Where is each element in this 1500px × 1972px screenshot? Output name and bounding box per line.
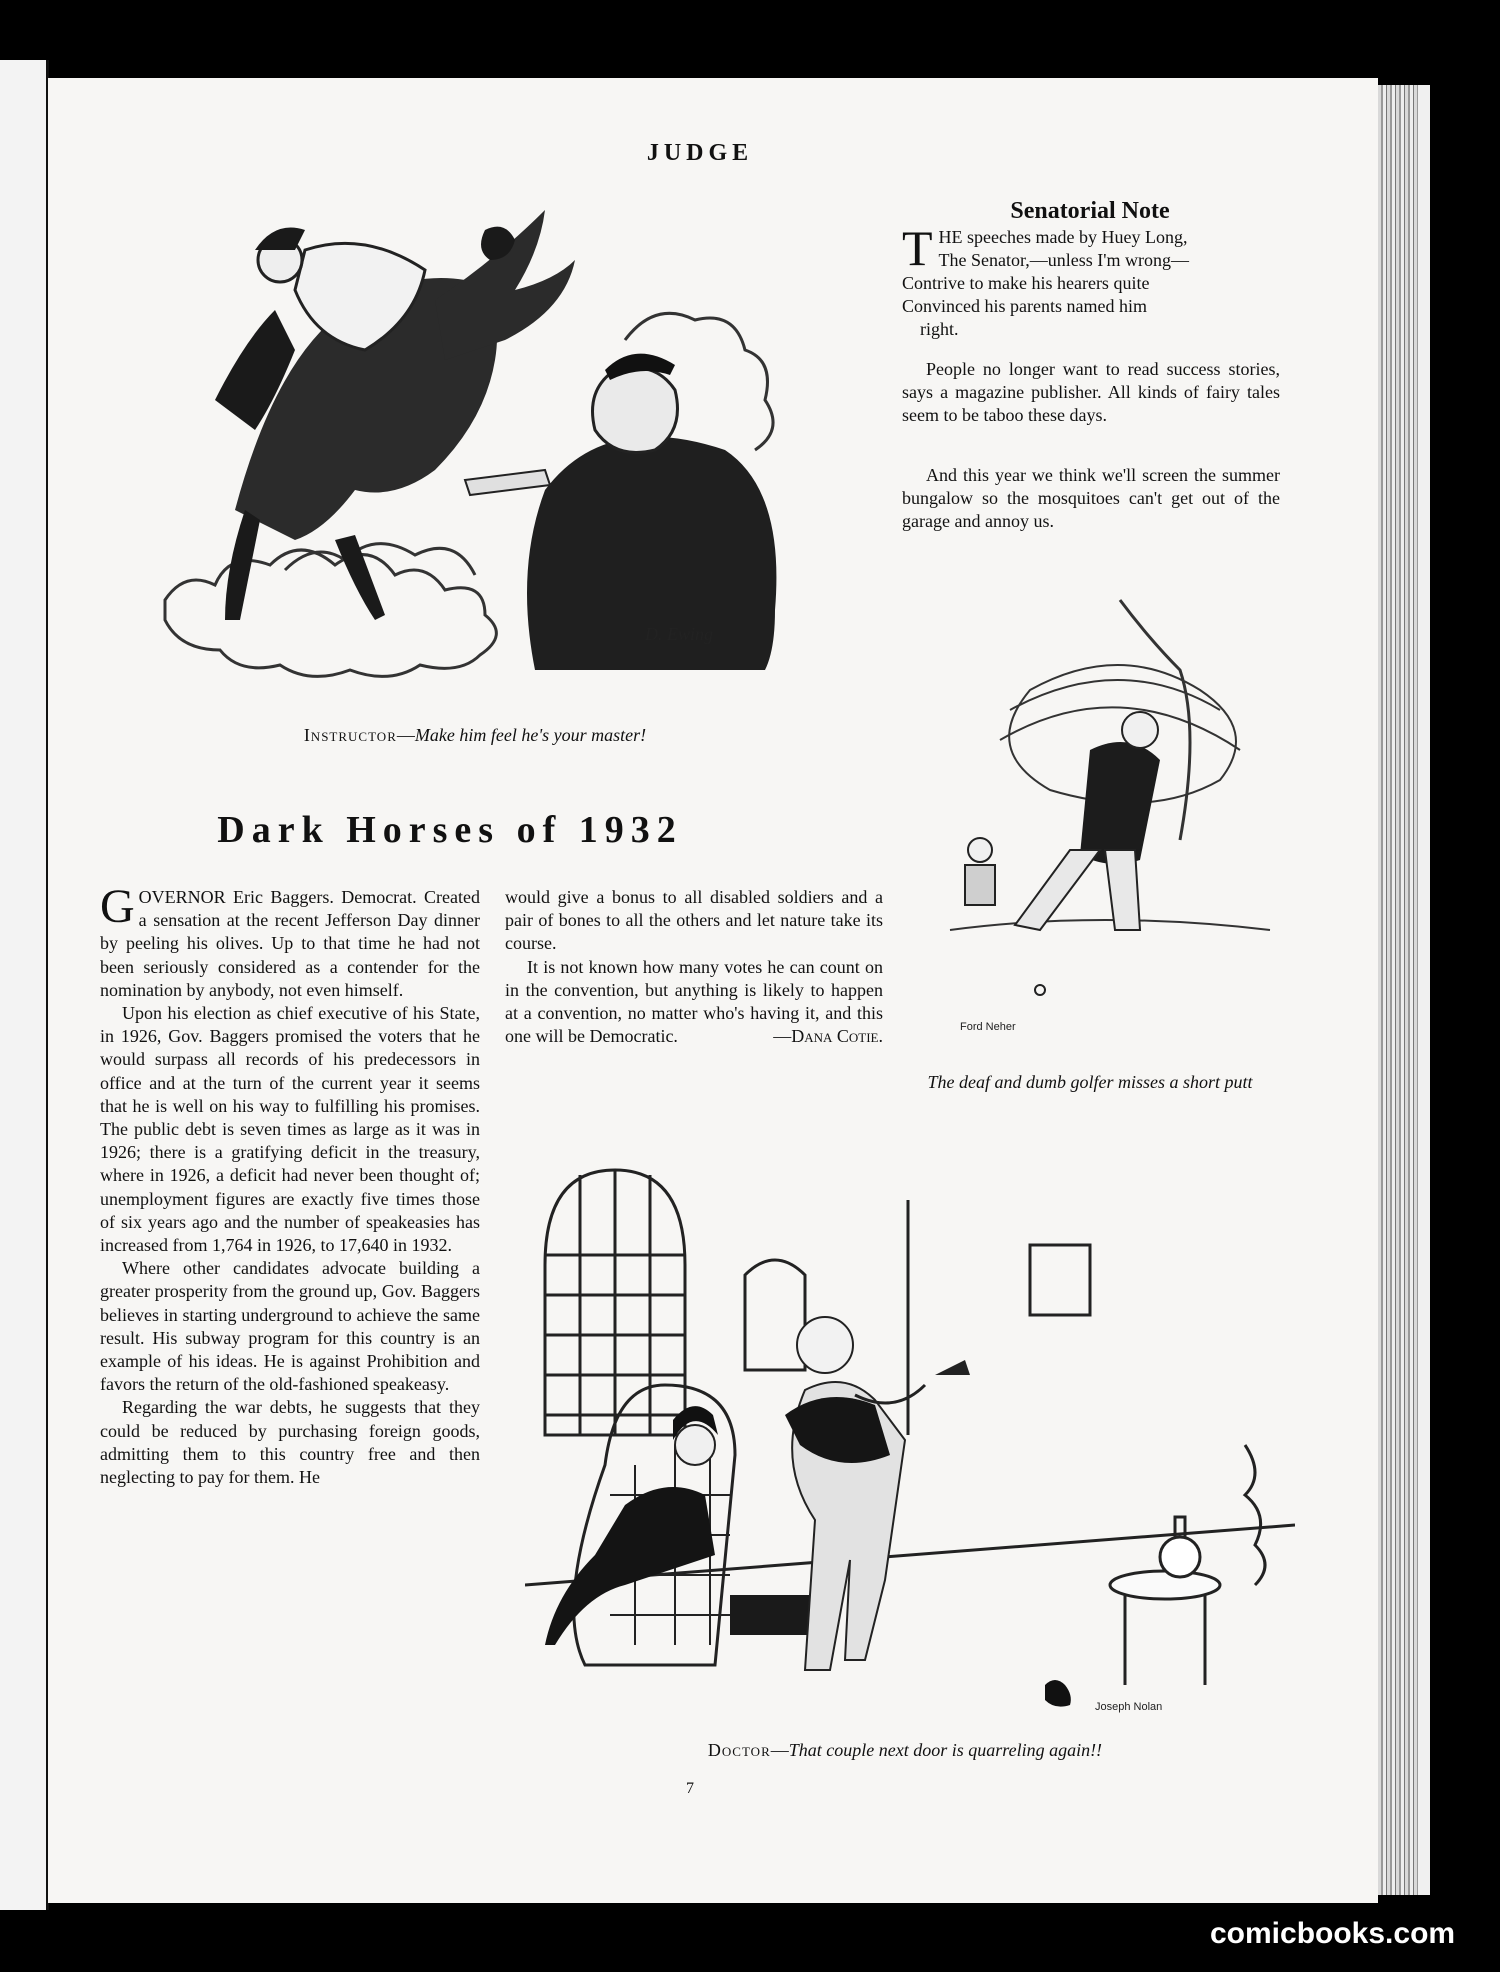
masthead: JUDGE	[646, 140, 754, 166]
page-number: 7	[686, 1780, 694, 1797]
article-dropcap: G	[100, 880, 135, 933]
golf-cartoon-signature: Ford Neher	[960, 1021, 1016, 1033]
cartoon1-signature: D. Ewing	[645, 624, 714, 644]
article-paragraph-5: would give a bonus to all disabled soldiers and a pair of bones to all the others and let nature take its course.	[505, 887, 883, 954]
watermark: comicbooks.com	[1210, 1917, 1456, 1950]
cartoon-doctor	[525, 1165, 1295, 1735]
golf-cartoon-caption	[905, 1070, 1275, 1094]
note-bungalow: And this year we think we'll screen the summer bungalow so the mosquitoes can't get out of the garage and annoy us.	[902, 465, 1280, 531]
article-lead-caps: OVERNOR	[138, 887, 226, 907]
article-paragraph-3: Where other candidates advocate building a greater prosperity from the ground up, Gov. Baggers believes in starting underground to achieve the same result. His subway program for this country is an example of his ideas. He is against Prohibition and favors the return of the old-fashioned speakeasy.	[100, 1258, 480, 1395]
poem-dropcap: T	[902, 220, 933, 276]
cartoon3-caption-text: That couple next door is quarreling again!!	[788, 1740, 1103, 1760]
poem-title: Senatorial Note	[1010, 198, 1170, 224]
article-paragraph-6-text: It is not known how many votes he can count on in the convention, but anything is likely to happen at a convention, no matter who's having it, and this one will be Democratic.	[505, 956, 883, 1047]
poem-line: Convinced his parents named him	[902, 296, 1147, 316]
cartoon-golfer	[920, 570, 1300, 1060]
page-stack-edge	[1378, 85, 1430, 1895]
article-paragraph-1	[100, 880, 480, 1002]
poem-body	[902, 220, 1282, 341]
cartoon3-caption-speaker: Doctor	[707, 1740, 771, 1760]
article-headline: Dark Horses of 1932	[217, 809, 683, 851]
cartoon1-caption-speaker: Instructor	[303, 725, 397, 745]
article-paragraph-6	[505, 956, 883, 1049]
article-paragraph-1-text: Eric Baggers. Democrat. Created a sensation at the recent Jefferson Day dinner by peeling his olives. Up to that time he had not been seriously considered as a contender for the nomination by anybody, not even himself.	[100, 887, 480, 1000]
cartoon3-signature: Joseph Nolan	[1095, 1701, 1163, 1713]
cartoon1-caption-text: Make him feel he's your master!	[414, 725, 647, 745]
golf-caption-text: The deaf and dumb golfer misses a short putt	[927, 1072, 1253, 1092]
cartoon-horse-rider	[105, 190, 875, 700]
cartoon1-caption: Instructor—Make him feel he's your master!	[303, 725, 647, 745]
article-paragraph-4: Regarding the war debts, he suggests that they could be reduced by purchasing foreign goods, admitting them to this country free and then neglecting to pay for them. He	[100, 1397, 480, 1488]
article-byline: —Dana Cotie.	[773, 1026, 883, 1047]
poem-line: right.	[920, 319, 959, 339]
note-success-stories: People no longer want to read success stories, says a magazine publisher. All kinds of fairy tales seem to be taboo these days.	[902, 359, 1280, 425]
article-column-1	[100, 880, 480, 1489]
poem-line: Contrive to make his hearers quite	[902, 273, 1150, 293]
poem-line: HE speeches made by Huey Long,	[938, 227, 1188, 247]
article-column-2	[505, 886, 883, 1048]
facing-page-edge	[0, 60, 49, 1910]
cartoon3-caption: Doctor—That couple next door is quarreling again!!	[707, 1740, 1103, 1760]
poem-line: The Senator,—unless I'm wrong—	[938, 250, 1190, 270]
article-paragraph-2: Upon his election as chief executive of his State, in 1926, Gov. Baggers promised the voters that he would surpass all records of his predecessors in office and at the turn of the current year it seems that he is well on his way to fulfilling his promises. The public debt is seven times as large as it was in 1926; there is a gratifying deficit in the treasury, where in 1926, a deficit had never been thought of; unemployment figures are exactly five times those of six years ago and the number of speakeasies has increased from 1,764 in 1926, to 17,640 in 1932.	[100, 1003, 480, 1256]
